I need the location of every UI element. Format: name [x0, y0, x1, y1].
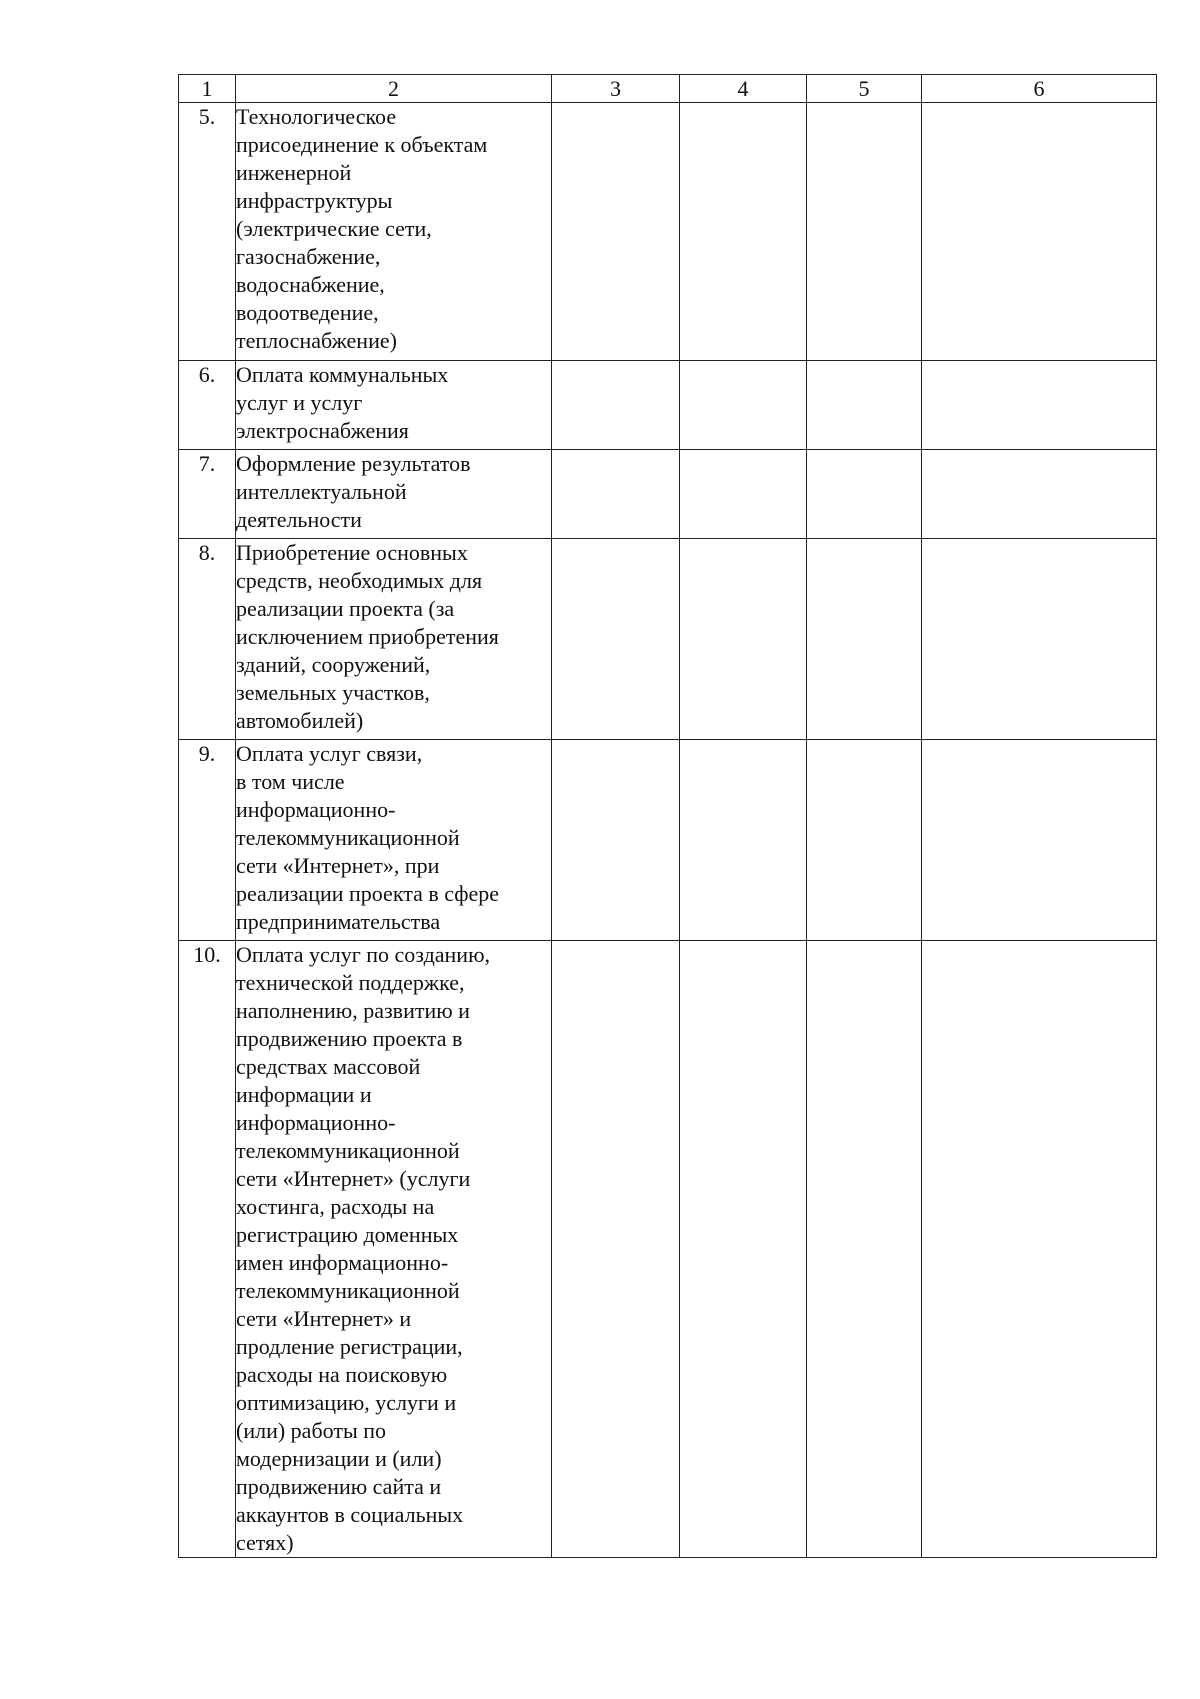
empty-cell	[922, 450, 1157, 539]
empty-cell	[807, 740, 922, 941]
empty-cell	[680, 361, 807, 450]
row-number: 6.	[179, 361, 236, 450]
row-description: Оплата услуг связи, в том числе информационно- телекоммуникационной сети «Интернет», при реализации проекта в сфере предпринимательства	[236, 740, 552, 941]
row-description: Приобретение основных средств, необходимых для реализации проекта (за исключением приобретения зданий, сооружений, земельных участков, автомобилей)	[236, 539, 552, 740]
header-col-6: 6	[922, 75, 1157, 103]
row-description: Оформление результатов интеллектуальной деятельности	[236, 450, 552, 539]
empty-cell	[807, 103, 922, 361]
empty-cell	[552, 740, 680, 941]
row-number: 7.	[179, 450, 236, 539]
header-col-5: 5	[807, 75, 922, 103]
row-description: Оплата коммунальных услуг и услуг электроснабжения	[236, 361, 552, 450]
row-number: 9.	[179, 740, 236, 941]
row-description: Оплата услуг по созданию, технической поддержке, наполнению, развитию и продвижению проекта в средствах массовой информации и информационно- телекоммуникационной сети «Интернет» (услуги хостинга, расходы на регистрацию доменных имен информационно- телекоммуникационной сети «Интернет» и продление регистрации, расходы на поисковую оптимизацию, услуги и (или) работы по модернизации и (или) продвижению сайта и аккаунтов в социальных сетях)	[236, 941, 552, 1558]
empty-cell	[680, 539, 807, 740]
empty-cell	[807, 941, 922, 1558]
table-row	[179, 103, 1157, 361]
expense-table	[178, 74, 1157, 1558]
row-number: 10.	[179, 941, 236, 1558]
empty-cell	[680, 450, 807, 539]
empty-cell	[922, 103, 1157, 361]
empty-cell	[807, 361, 922, 450]
empty-cell	[552, 361, 680, 450]
empty-cell	[922, 941, 1157, 1558]
header-col-3: 3	[552, 75, 680, 103]
empty-cell	[807, 539, 922, 740]
empty-cell	[922, 740, 1157, 941]
empty-cell	[680, 103, 807, 361]
header-col-2: 2	[236, 75, 552, 103]
empty-cell	[552, 450, 680, 539]
empty-cell	[922, 539, 1157, 740]
row-number: 5.	[179, 103, 236, 361]
table-row	[179, 740, 1157, 941]
header-col-4: 4	[680, 75, 807, 103]
table-row	[179, 941, 1157, 1558]
row-description: Технологическое присоединение к объектам инженерной инфраструктуры (электрические сети, газоснабжение, водоснабжение, водоотведение, теплоснабжение)	[236, 103, 552, 361]
header-row	[179, 75, 1157, 103]
empty-cell	[922, 361, 1157, 450]
empty-cell	[552, 941, 680, 1558]
table-row	[179, 539, 1157, 740]
table-row	[179, 450, 1157, 539]
empty-cell	[807, 450, 922, 539]
empty-cell	[552, 539, 680, 740]
header-col-1: 1	[179, 75, 236, 103]
row-number: 8.	[179, 539, 236, 740]
empty-cell	[552, 103, 680, 361]
table-row	[179, 361, 1157, 450]
empty-cell	[680, 740, 807, 941]
empty-cell	[680, 941, 807, 1558]
